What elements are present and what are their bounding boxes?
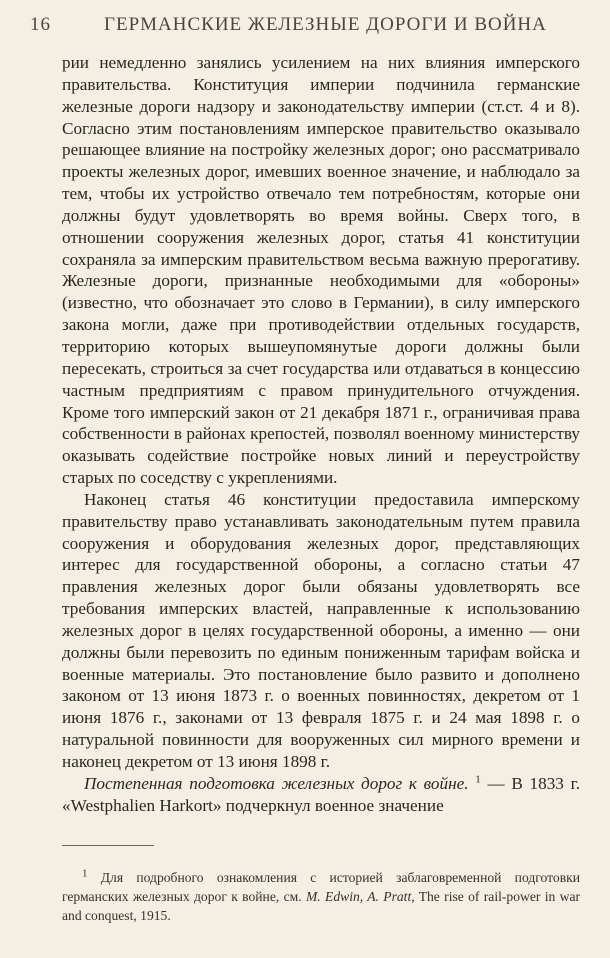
paragraph: Наконец статья 46 конституции предоставила имперскому правительству право устанавливать законодательным путем правила сооружения и оборудования железных дорог, представляющих интерес для государственной обороны, а согласно статьи 47 правления железных дорог были обязаны удовлетворять все требования имперских властей, направленные к использованию железных дорог в целях государственной обороны, а именно — они должны были перевозить по единым пониженным тарифам войска и военные материалы. Это постановление было развито и дополнено законом от 13 июня 1873 г. о военных повинностях, декретом от 1 июня 1876 г., законами от 13 февраля 1875 г. и 24 мая 1898 г. о натуральной повинности для вооруженных сил мирного времени и наконец декретом от 13 июня 1898 г. [62, 489, 580, 771]
footnote [62, 868, 580, 925]
page-number: 16 [30, 14, 51, 35]
paragraph: рии немедленно занялись усилением на них влияния имперского правительства. Конституция империи подчинила германские железные дороги надзору и законодательству империи (ст.ст. 4 и 8). Согласно этим постановлениям имперское правительство оказывало решающее влияние на постройку железных дорог; оно рассматривало проекты железных дорог, имевших военное значение, и наблюдало за тем, чтобы их устройство отвечало тем потребностям, которые они должны будут удовлетворять во время войны. Сверх того, в отношении сооружения железных дорог, статья 41 конституции сохраняла за имперским правительством весьма важную прерогативу. Железные дороги, признанные необходимыми для «обороны» (известно, что обозначает это слово в Германии), в силу имперского закона могли, даже при противодействии отдельных государств, территорию которых вышеупомянутые дороги должны были пересекать, строиться за счет государства или отдаваться в концессию частным предприятиям с правом принудительного отчуждения. Кроме того имперский закон от 21 декабря 1871 г., ограничивая права собственности в районах крепостей, позволял военному министерству оказывать содействие постройке новых линий и переустройству старых по соседству с укреплениями. [62, 53, 580, 488]
footnote-body: Для подробного ознакомления с историей заблаговременной подготовки германских железных дорог к войне, см. [62, 870, 580, 904]
paragraph [62, 773, 580, 817]
footnote-source: The rise of rail-power in war and conquest, 1915. [62, 889, 581, 923]
footnote-text [62, 868, 580, 925]
running-title: ГЕРМАНСКИЕ ЖЕЛЕЗНЫЕ ДОРОГИ И ВОЙНА [104, 14, 547, 35]
paragraph-text: — В 1833 г. «Westphalien Harkort» подчеркнул военное значение [62, 773, 581, 815]
section-heading-inline: Постепенная подготовка железных дорог к войне. [84, 773, 469, 793]
main-text [62, 52, 580, 817]
footnote-authors: M. Edwin, A. Pratt, [305, 889, 415, 904]
footnote-divider [62, 845, 154, 846]
running-header [30, 14, 586, 40]
footnote-marker: 1 [475, 773, 481, 786]
footnote-number: 1 [82, 867, 88, 880]
